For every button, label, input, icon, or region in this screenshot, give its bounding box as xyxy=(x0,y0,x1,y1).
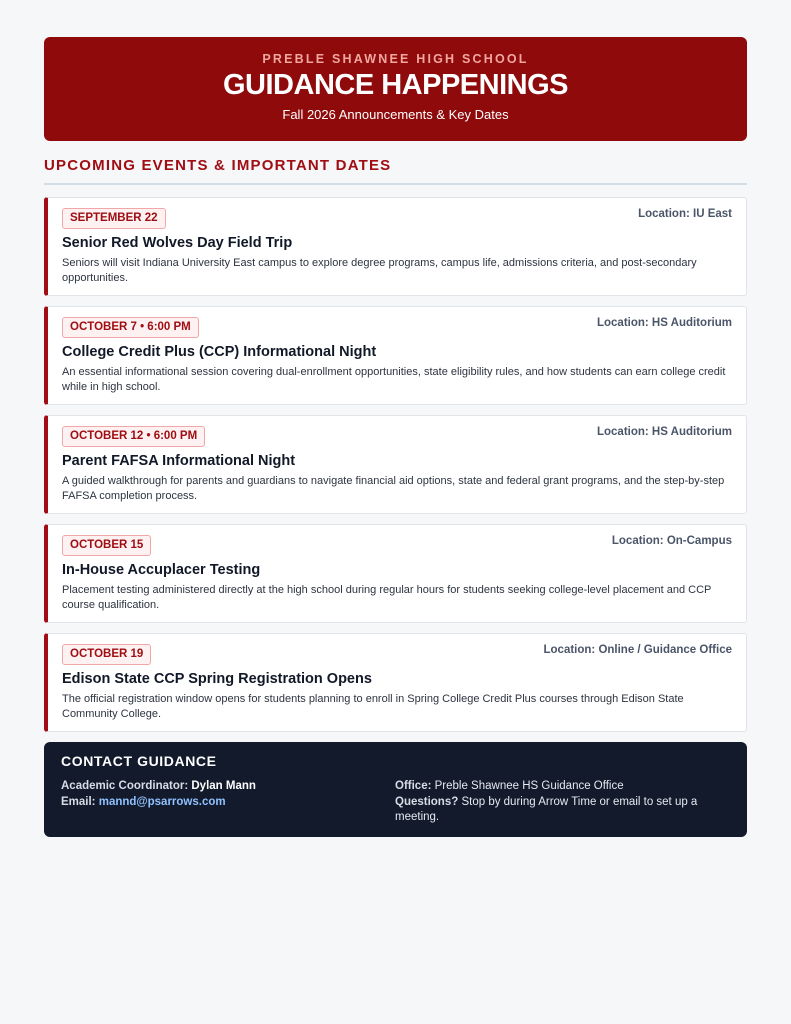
coordinator-label: Academic Coordinator: xyxy=(61,780,189,792)
office-label: Office: xyxy=(395,780,432,792)
event-description: A guided walkthrough for parents and guardians to navigate financial aid options, state and federal grant programs, and the step-by-step FAFSA completion process. xyxy=(62,475,725,502)
event-date-badge: OCTOBER 7 • 6:00 PM xyxy=(62,317,199,338)
event-date-badge: SEPTEMBER 22 xyxy=(62,208,166,229)
questions-row xyxy=(395,795,725,826)
event-description: The official registration window opens for students planning to enroll in Spring College Credit Plus courses through Edison State Community College. xyxy=(62,693,684,720)
contact-right-column xyxy=(395,779,725,826)
contact-left-column xyxy=(61,779,395,826)
event-description: Seniors will visit Indiana University East campus to explore degree programs, campus life, admissions criteria, and post-secondary opportunities. xyxy=(62,257,697,284)
school-name: PREBLE SHAWNEE HIGH SCHOOL xyxy=(262,52,529,66)
contact-columns xyxy=(61,779,730,826)
event-title: Edison State CCP Spring Registration Opens xyxy=(62,671,372,687)
event-title: Parent FAFSA Informational Night xyxy=(62,453,296,469)
office-row xyxy=(395,779,725,795)
event-title: College Credit Plus (CCP) Informational Night xyxy=(62,344,377,360)
event-location: Location: Online / Guidance Office xyxy=(543,644,732,656)
questions-value: Stop by during Arrow Time or email to set up a meeting. xyxy=(395,795,698,823)
event-card xyxy=(44,524,747,623)
event-card xyxy=(44,197,747,296)
contact-panel xyxy=(44,742,747,837)
event-location: Location: IU East xyxy=(638,208,732,220)
event-card xyxy=(44,306,747,405)
event-title: In-House Accuplacer Testing xyxy=(62,562,261,578)
office-value: Preble Shawnee HS Guidance Office xyxy=(434,780,624,792)
questions-label: Questions? xyxy=(395,795,459,808)
coordinator-name: Dylan Mann xyxy=(191,780,256,792)
event-title: Senior Red Wolves Day Field Trip xyxy=(62,235,293,251)
email-row xyxy=(61,795,395,811)
email-link[interactable]: mannd@psarrows.com xyxy=(98,795,226,808)
header-banner xyxy=(44,37,747,141)
event-description: Placement testing administered directly at the high school during regular hours for students seeking college-level placement and CCP course qualification. xyxy=(62,584,712,611)
event-date-badge: OCTOBER 12 • 6:00 PM xyxy=(62,426,205,447)
contact-title: CONTACT GUIDANCE xyxy=(61,753,217,769)
section-heading: UPCOMING EVENTS & IMPORTANT DATES xyxy=(44,156,747,185)
event-location: Location: HS Auditorium xyxy=(596,426,732,438)
events-list xyxy=(44,197,747,732)
event-card xyxy=(44,633,747,732)
event-location: Location: HS Auditorium xyxy=(596,317,732,329)
event-location: Location: On-Campus xyxy=(611,535,732,547)
newsletter-subtitle: Fall 2026 Announcements & Key Dates xyxy=(282,107,509,122)
event-date-badge: OCTOBER 19 xyxy=(62,644,151,665)
event-card xyxy=(44,415,747,514)
email-label: Email: xyxy=(61,795,96,808)
event-description: An essential informational session covering dual-enrollment opportunities, state eligibility rules, and how students can earn college credit while in high school. xyxy=(62,366,726,393)
event-date-badge: OCTOBER 15 xyxy=(62,535,151,556)
newsletter-page xyxy=(44,37,747,837)
coordinator-row xyxy=(61,779,395,795)
newsletter-title: GUIDANCE HAPPENINGS xyxy=(223,69,568,101)
